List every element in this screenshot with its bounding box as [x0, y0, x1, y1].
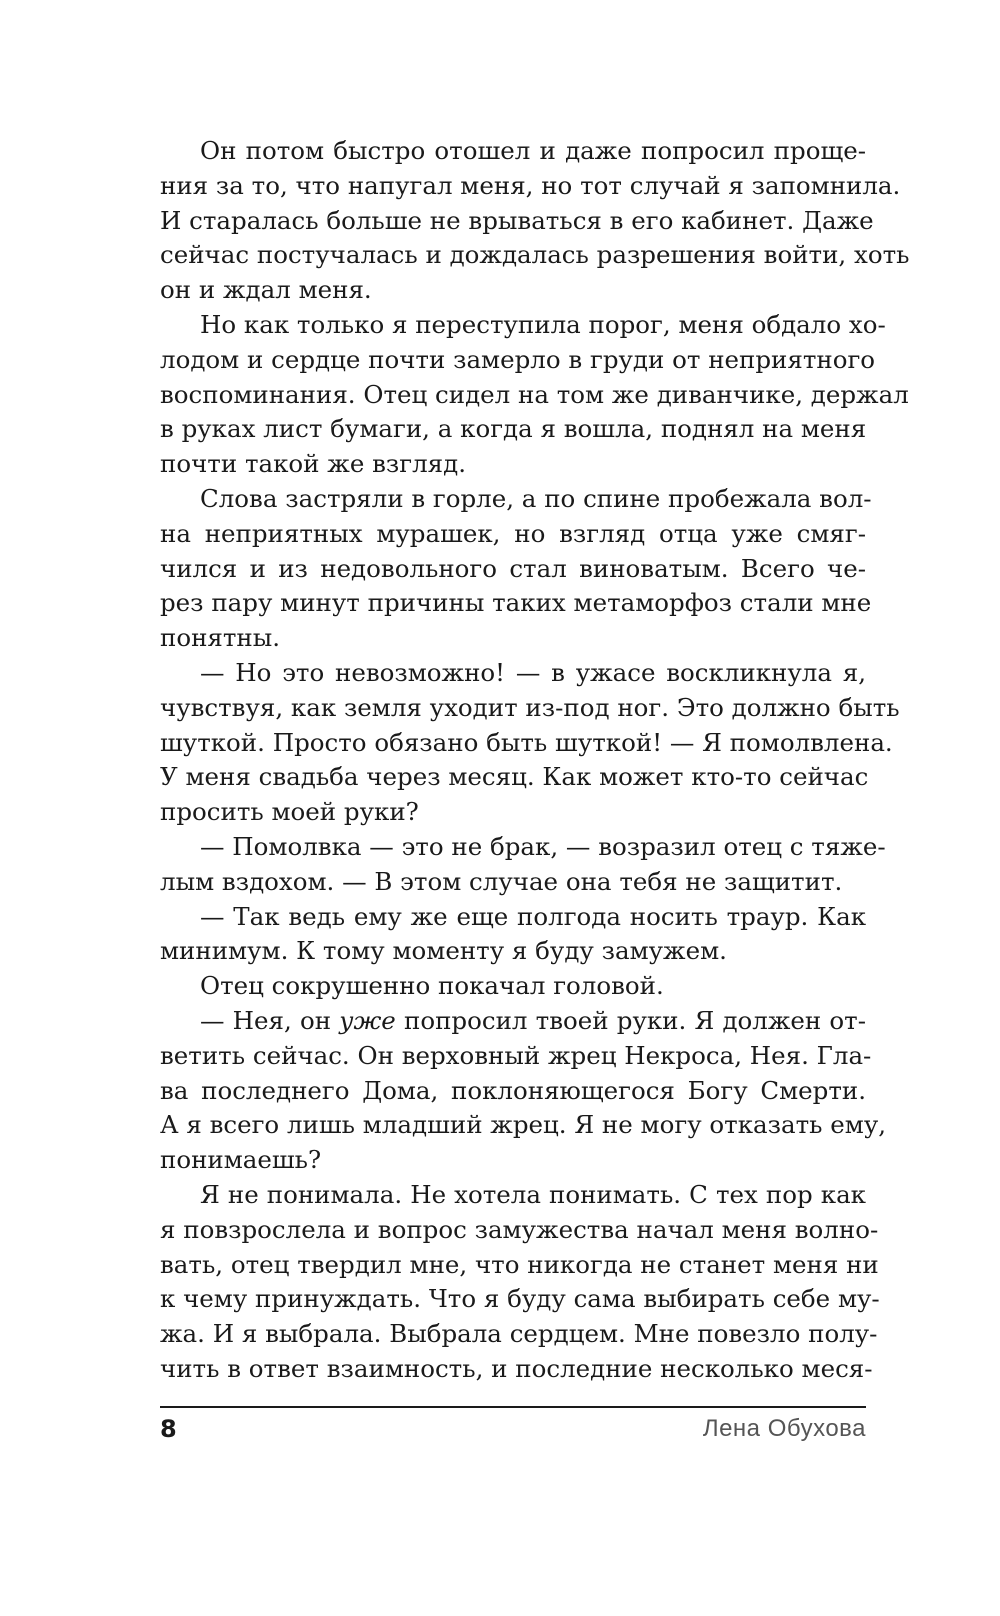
text-line: ния за то, что напугал меня, но тот случай я запомнила.	[160, 170, 901, 200]
text-line: И старалась больше не врываться в его кабинет. Даже	[160, 205, 874, 235]
text-line: понятны.	[160, 623, 281, 653]
text-line: чить в ответ взаимность, и последние несколько меся-	[160, 1353, 873, 1383]
text-line: я повзрослела и вопрос замужества начал меня волно-	[160, 1214, 879, 1244]
text-line: воспоминания. Отец сидел на том же диванчике, держал	[160, 379, 909, 409]
text-line: Я не понимала. Не хотела понимать. С тех пор как	[200, 1179, 866, 1209]
text-line: Но как только я переступила порог, меня обдало хо-	[200, 309, 886, 339]
text-line: жа. И я выбрала. Выбрала сердцем. Мне повезло полу-	[160, 1319, 878, 1349]
page-number: 8	[160, 1415, 177, 1443]
text-line: ветить сейчас. Он верховный жрец Некроса, Нея. Гла-	[160, 1040, 872, 1070]
text-line: лым вздохом. — В этом случае она тебя не защитит.	[160, 866, 843, 896]
text-line: сейчас постучалась и дождалась разрешения войти, хоть	[160, 240, 910, 270]
text-line: ва последнего Дома, поклоняющегося Богу Смерти.	[160, 1075, 866, 1105]
text-line: понимаешь?	[160, 1145, 322, 1175]
text-line: почти такой же взгляд.	[160, 449, 466, 479]
text-line: в руках лист бумаги, а когда я вошла, поднял на меня	[160, 414, 867, 444]
text-line: вать, отец твердил мне, что никогда не станет меня ни	[160, 1249, 879, 1279]
running-footer-author: Лена Обухова	[702, 1415, 866, 1442]
text-line: на неприятных мурашек, но взгляд отца уже смяг-	[160, 518, 866, 548]
text-line: минимум. К тому моменту я буду замужем.	[160, 936, 727, 966]
text-line: Он потом быстро отошел и даже попросил проще-	[200, 136, 866, 165]
text-line: — Помолвка — это не брак, — возразил отец с тяже-	[200, 831, 886, 861]
text-line: Слова застряли в горле, а по спине пробежала вол-	[200, 483, 872, 513]
text-line: чувствуя, как земля уходит из-под ног. Это должно быть	[160, 692, 900, 722]
text-line: просить моей руки?	[160, 797, 419, 827]
text-line: лодом и сердце почти замерло в груди от неприятного	[160, 344, 876, 374]
text-line: У меня свадьба через месяц. Как может кто-то сейчас	[160, 762, 869, 792]
text-line: рез пару минут причины таких метаморфоз стали мне	[160, 588, 872, 618]
text-line: А я всего лишь младший жрец. Я не могу отказать ему,	[160, 1110, 887, 1140]
text-line: шуткой. Просто обязано быть шуткой! — Я помолвлена.	[160, 727, 893, 757]
text-line: Отец сокрушенно покачал головой.	[200, 971, 664, 1001]
text-line: он и ждал меня.	[160, 275, 372, 305]
text-line: — Но это невозможно! — в ужасе воскликнула я,	[200, 657, 866, 687]
footer-divider	[160, 1406, 866, 1408]
text-line: к чему принуждать. Что я буду сама выбирать себе му-	[160, 1284, 880, 1314]
text-line: — Так ведь ему же еще полгода носить траур. Как	[200, 901, 866, 931]
page-body-text	[160, 134, 910, 1387]
text-line: чился и из недовольного стал виноватым. Всего че-	[160, 553, 866, 583]
text-line: — Нея, он уже попросил твоей руки. Я должен от-	[200, 1005, 866, 1035]
